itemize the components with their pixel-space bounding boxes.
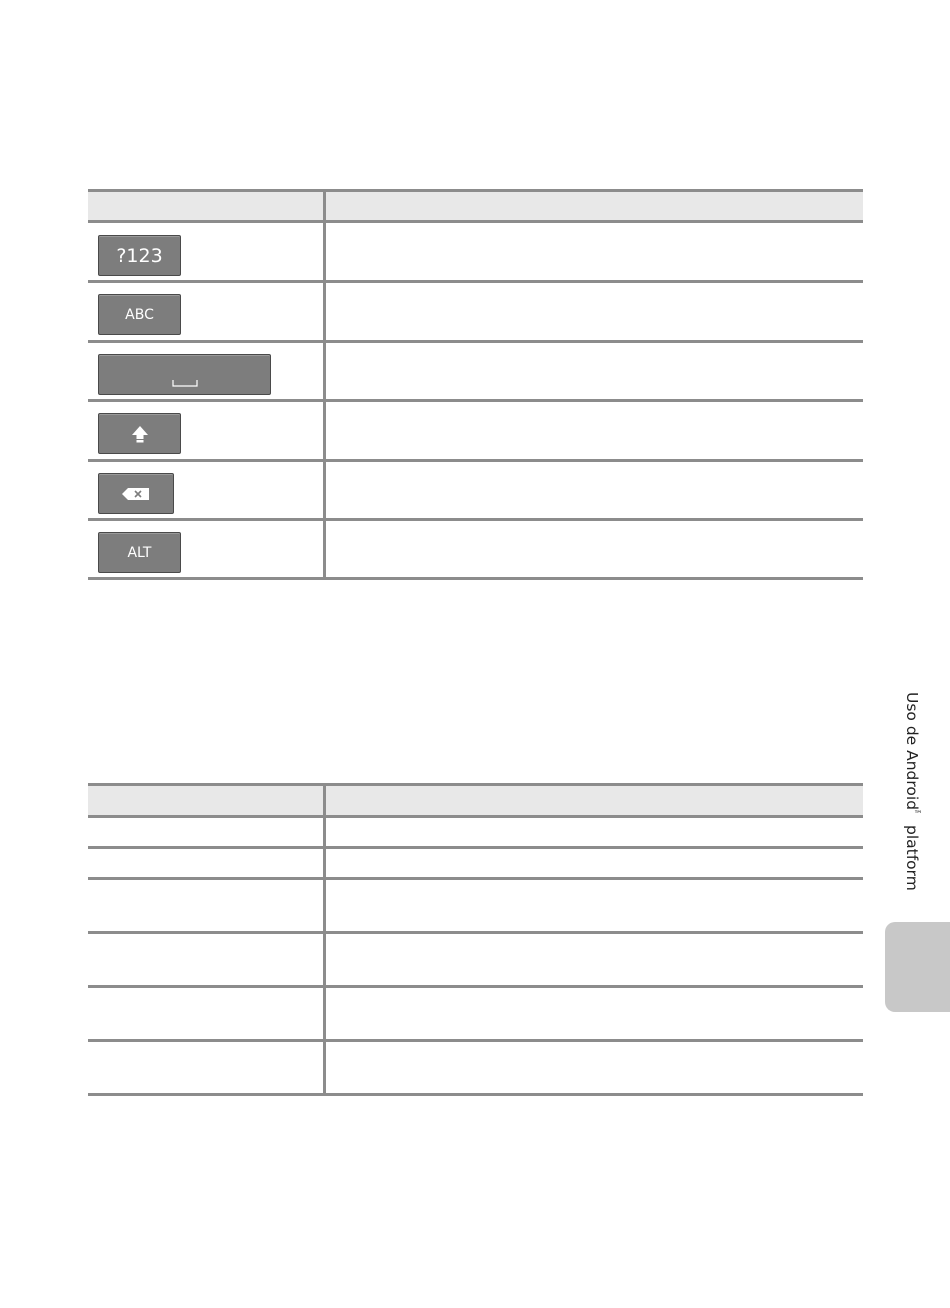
row-divider (88, 459, 863, 462)
row-divider (88, 846, 863, 849)
key-label: ALT (127, 544, 152, 561)
row-divider (88, 518, 863, 521)
shift-key (98, 413, 181, 454)
chapter-label-end: platform (903, 820, 921, 891)
space-bar-icon (171, 378, 199, 388)
table-header (88, 189, 863, 223)
shift-arrow-icon (130, 424, 150, 444)
backspace-icon (121, 487, 151, 501)
column-divider (323, 783, 326, 1096)
row-divider (88, 340, 863, 343)
chapter-label-main: Uso de Android (903, 692, 921, 811)
key-label: ?123 (116, 244, 163, 267)
table-bottom-rule (88, 577, 863, 580)
space-key (98, 354, 271, 395)
table-bottom-rule (88, 1093, 863, 1096)
column-divider (323, 189, 326, 580)
row-divider (88, 931, 863, 934)
second-table (88, 783, 863, 1098)
backspace-key (98, 473, 174, 514)
alt-key (98, 532, 181, 573)
row-divider (88, 985, 863, 988)
row-divider (88, 1039, 863, 1042)
row-divider (88, 399, 863, 402)
row-divider (88, 877, 863, 880)
chapter-side-label (903, 692, 923, 891)
letters-key (98, 294, 181, 335)
symbols-key (98, 235, 181, 276)
row-divider (88, 280, 863, 283)
trademark-symbol: ™ (913, 810, 924, 821)
key-label: ABC (125, 306, 154, 323)
chapter-tab (885, 922, 950, 1012)
keyboard-keys-table (88, 189, 863, 580)
table-header (88, 783, 863, 818)
